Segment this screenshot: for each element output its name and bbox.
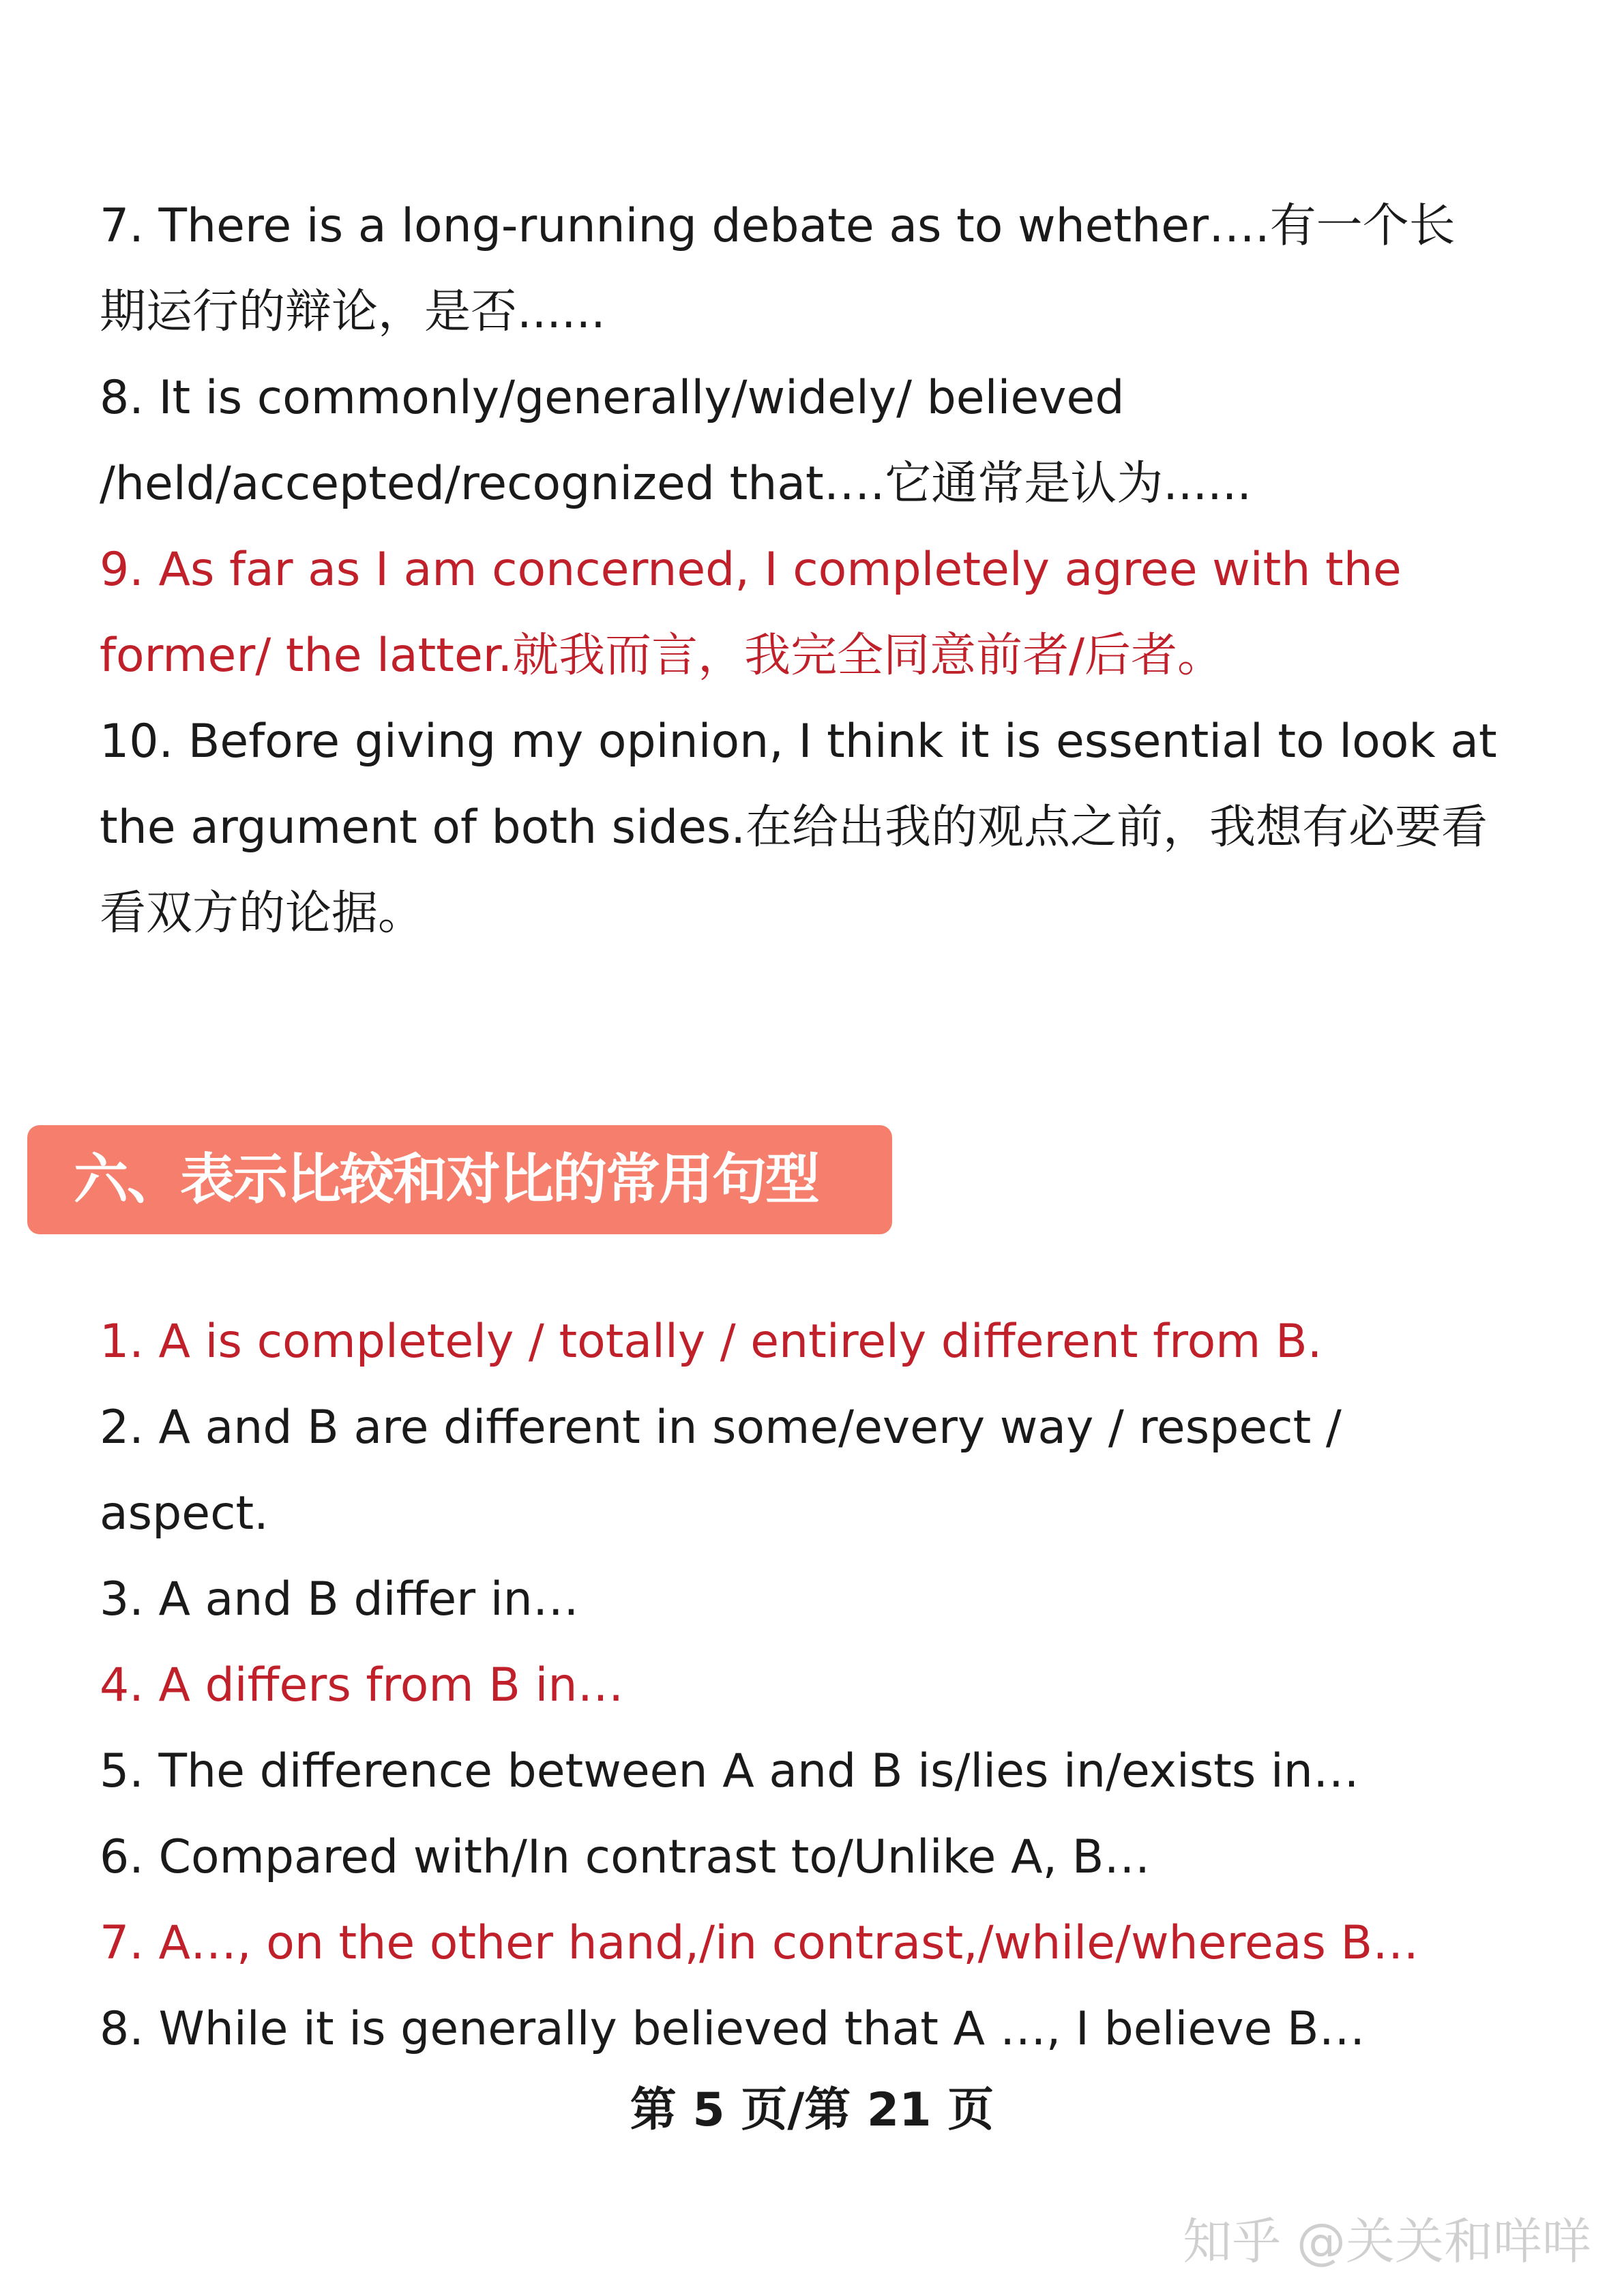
compare-item-5: 5. The difference between A and B is/lies in/exists in… (100, 1744, 1359, 1798)
item-10-line-1: 10. Before giving my opinion, I think it is essential to look at (100, 715, 1497, 769)
item-9-line-1: 9. As far as I am concerned, I completely agree with the (100, 543, 1402, 597)
compare-item-2-line-2: aspect. (100, 1487, 269, 1540)
item-10-line-2: the argument of both sides.在给出我的观点之前，我想有必要看 (100, 801, 1488, 854)
watermark: 知乎 @关关和咩咩 (1183, 2213, 1591, 2270)
compare-item-6: 6. Compared with/In contrast to/Unlike A, B… (100, 1830, 1151, 1884)
page-indicator: 第 5 页/第 21 页 (630, 2083, 994, 2137)
compare-item-8: 8. While it is generally believed that A …, I believe B… (100, 2002, 1365, 2056)
item-8-line-2: /held/accepted/recognized that….它通常是认为...... (100, 457, 1252, 511)
item-8-line-1: 8. It is commonly/generally/widely/ believed (100, 371, 1125, 425)
section-header-banner (27, 1125, 892, 1234)
item-10-line-3: 看双方的论据。 (100, 886, 425, 940)
compare-item-1: 1. A is completely / totally / entirely different from B. (100, 1315, 1323, 1369)
compare-item-7: 7. A…, on the other hand,/in contrast,/while/whereas B… (100, 1916, 1419, 1970)
item-9-line-2: former/ the latter.就我而言，我完全同意前者/后者。 (100, 629, 1224, 683)
section-header-title: 六、表示比较和对比的常用句型 (74, 1148, 818, 1211)
compare-item-2-line-1: 2. A and B are different in some/every way / respect / (100, 1401, 1342, 1455)
compare-item-4: 4. A differs from B in… (100, 1658, 624, 1712)
compare-item-3: 3. A and B differ in… (100, 1572, 579, 1626)
item-7-line-2: 期运行的辩论，是否...... (100, 285, 606, 339)
item-7-line-1: 7. There is a long-running debate as to whether….有一个长 (100, 199, 1456, 253)
